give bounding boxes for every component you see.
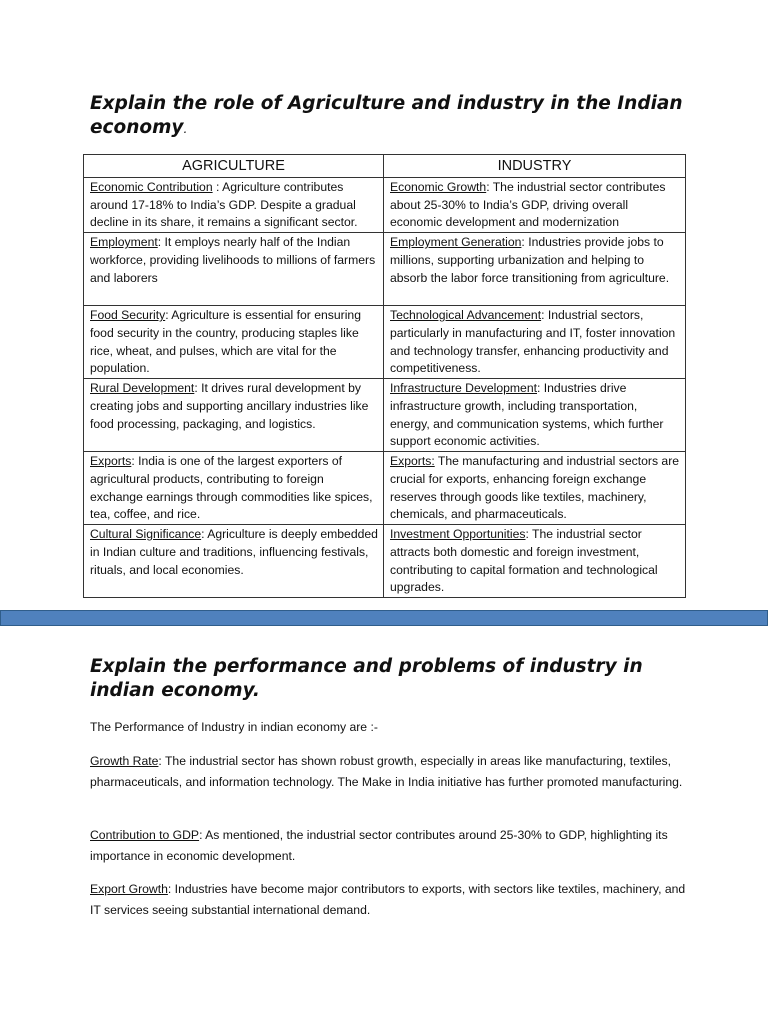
- industry-term: Technological Advancement: [390, 308, 542, 323]
- agriculture-term: Economic Contribution: [90, 180, 213, 194]
- agriculture-term: Food Security: [90, 308, 166, 323]
- paragraph-contribution-gdp: [90, 825, 690, 866]
- header-industry: INDUSTRY: [384, 155, 686, 178]
- agriculture-term: Exports: [90, 454, 132, 469]
- agriculture-cell: [84, 379, 384, 452]
- industry-term: Exports:: [390, 454, 435, 469]
- industry-cell: [384, 178, 686, 233]
- industry-cell: [384, 379, 686, 452]
- agriculture-term: Rural Development: [90, 381, 195, 396]
- paragraph-export-growth: [90, 879, 690, 920]
- header-agriculture: AGRICULTURE: [84, 155, 384, 178]
- section1-heading-period: .: [183, 122, 188, 136]
- agriculture-text: : Agriculture contributes around 17-18% to India’s GDP. Despite a gradual decline in its share, it remains a significant sector.: [90, 180, 358, 230]
- table-row: [84, 452, 686, 525]
- paragraph-text: : The industrial sector has shown robust growth, especially in areas like manufacturing, textiles, pharmaceuticals, and information technology. The Make in India initiative has further promoted manufacturing.: [90, 754, 683, 789]
- industry-term: Investment Opportunities: [390, 527, 526, 542]
- table-row: [84, 233, 686, 306]
- performance-intro: The Performance of Industry in indian economy are :-: [90, 720, 378, 734]
- agriculture-cell: [84, 178, 384, 233]
- agriculture-text: : India is one of the largest exporters of agricultural products, contributing to foreign exchange earnings through commodities like spices, tea, coffee, and rice.: [90, 454, 373, 522]
- paragraph-term: Growth Rate: [90, 754, 159, 768]
- industry-text: : Industries drive infrastructure growth, including transportation, energy, and communication systems, which further support economic activities.: [390, 381, 664, 449]
- paragraph-growth-rate: [90, 751, 690, 792]
- table-row: [84, 306, 686, 379]
- section2-heading: Explain the performance and problems of industry in indian economy.: [90, 656, 643, 701]
- industry-text: : The industrial sector attracts both domestic and foreign investment, contributing to capital formation and technological upgrades.: [390, 527, 658, 595]
- agriculture-cell: [84, 306, 384, 379]
- table-row: [84, 178, 686, 233]
- agriculture-term: Cultural Significance: [90, 527, 202, 542]
- agriculture-cell: [84, 452, 384, 525]
- agriculture-cell: [84, 233, 384, 306]
- agriculture-term: Employment: [90, 235, 158, 250]
- paragraph-term: Contribution to GDP: [90, 828, 200, 842]
- industry-text: : Industrial sectors, particularly in manufacturing and IT, foster innovation and technology transfer, enhancing productivity and competitiveness.: [390, 308, 676, 376]
- industry-term: Employment Generation: [390, 235, 522, 250]
- table-header-row: [84, 155, 686, 178]
- industry-cell: [384, 452, 686, 525]
- comparison-table: [83, 154, 686, 598]
- section1-heading: [90, 92, 690, 141]
- agriculture-text: : It drives rural development by creating jobs and supporting ancillary industries like food processing, packaging, and logistics.: [90, 381, 369, 431]
- table-row: [84, 525, 686, 598]
- table-row: [84, 379, 686, 452]
- agriculture-text: : Agriculture is essential for ensuring food security in the country, producing staples like rice, wheat, and pulses, which are vital for the population.: [90, 308, 361, 376]
- paragraph-text: : As mentioned, the industrial sector contributes around 25-30% to GDP, highlighting its importance in economic development.: [90, 828, 668, 863]
- agriculture-text: : It employs nearly half of the Indian workforce, providing livelihoods to millions of farmers and laborers: [90, 235, 376, 285]
- industry-text: The manufacturing and industrial sectors are crucial for exports, enhancing foreign exchange reserves through goods like textiles, machinery, chemicals, and pharmaceuticals.: [390, 454, 680, 522]
- agriculture-text: : Agriculture is deeply embedded in Indian culture and traditions, influencing festivals, rituals, and local economies.: [90, 527, 378, 577]
- industry-cell: [384, 525, 686, 598]
- industry-text: : The industrial sector contributes about 25-30% to India’s GDP, driving overall economic development and modernization: [390, 180, 666, 230]
- industry-cell: [384, 233, 686, 306]
- section1-heading-text: Explain the role of Agriculture and industry in the Indian economy: [90, 93, 683, 138]
- paragraph-text: : Industries have become major contributors to exports, with sectors like textiles, machinery, and IT services seeing substantial international demand.: [90, 882, 686, 917]
- industry-term: Economic Growth: [390, 180, 487, 194]
- agriculture-cell: [84, 525, 384, 598]
- section-divider-bar: [0, 610, 768, 626]
- industry-cell: [384, 306, 686, 379]
- industry-text: : Industries provide jobs to millions, supporting urbanization and helping to absorb the labor force transitioning from agriculture.: [390, 235, 670, 285]
- paragraph-term: Export Growth: [90, 882, 168, 896]
- industry-term: Infrastructure Development: [390, 381, 537, 396]
